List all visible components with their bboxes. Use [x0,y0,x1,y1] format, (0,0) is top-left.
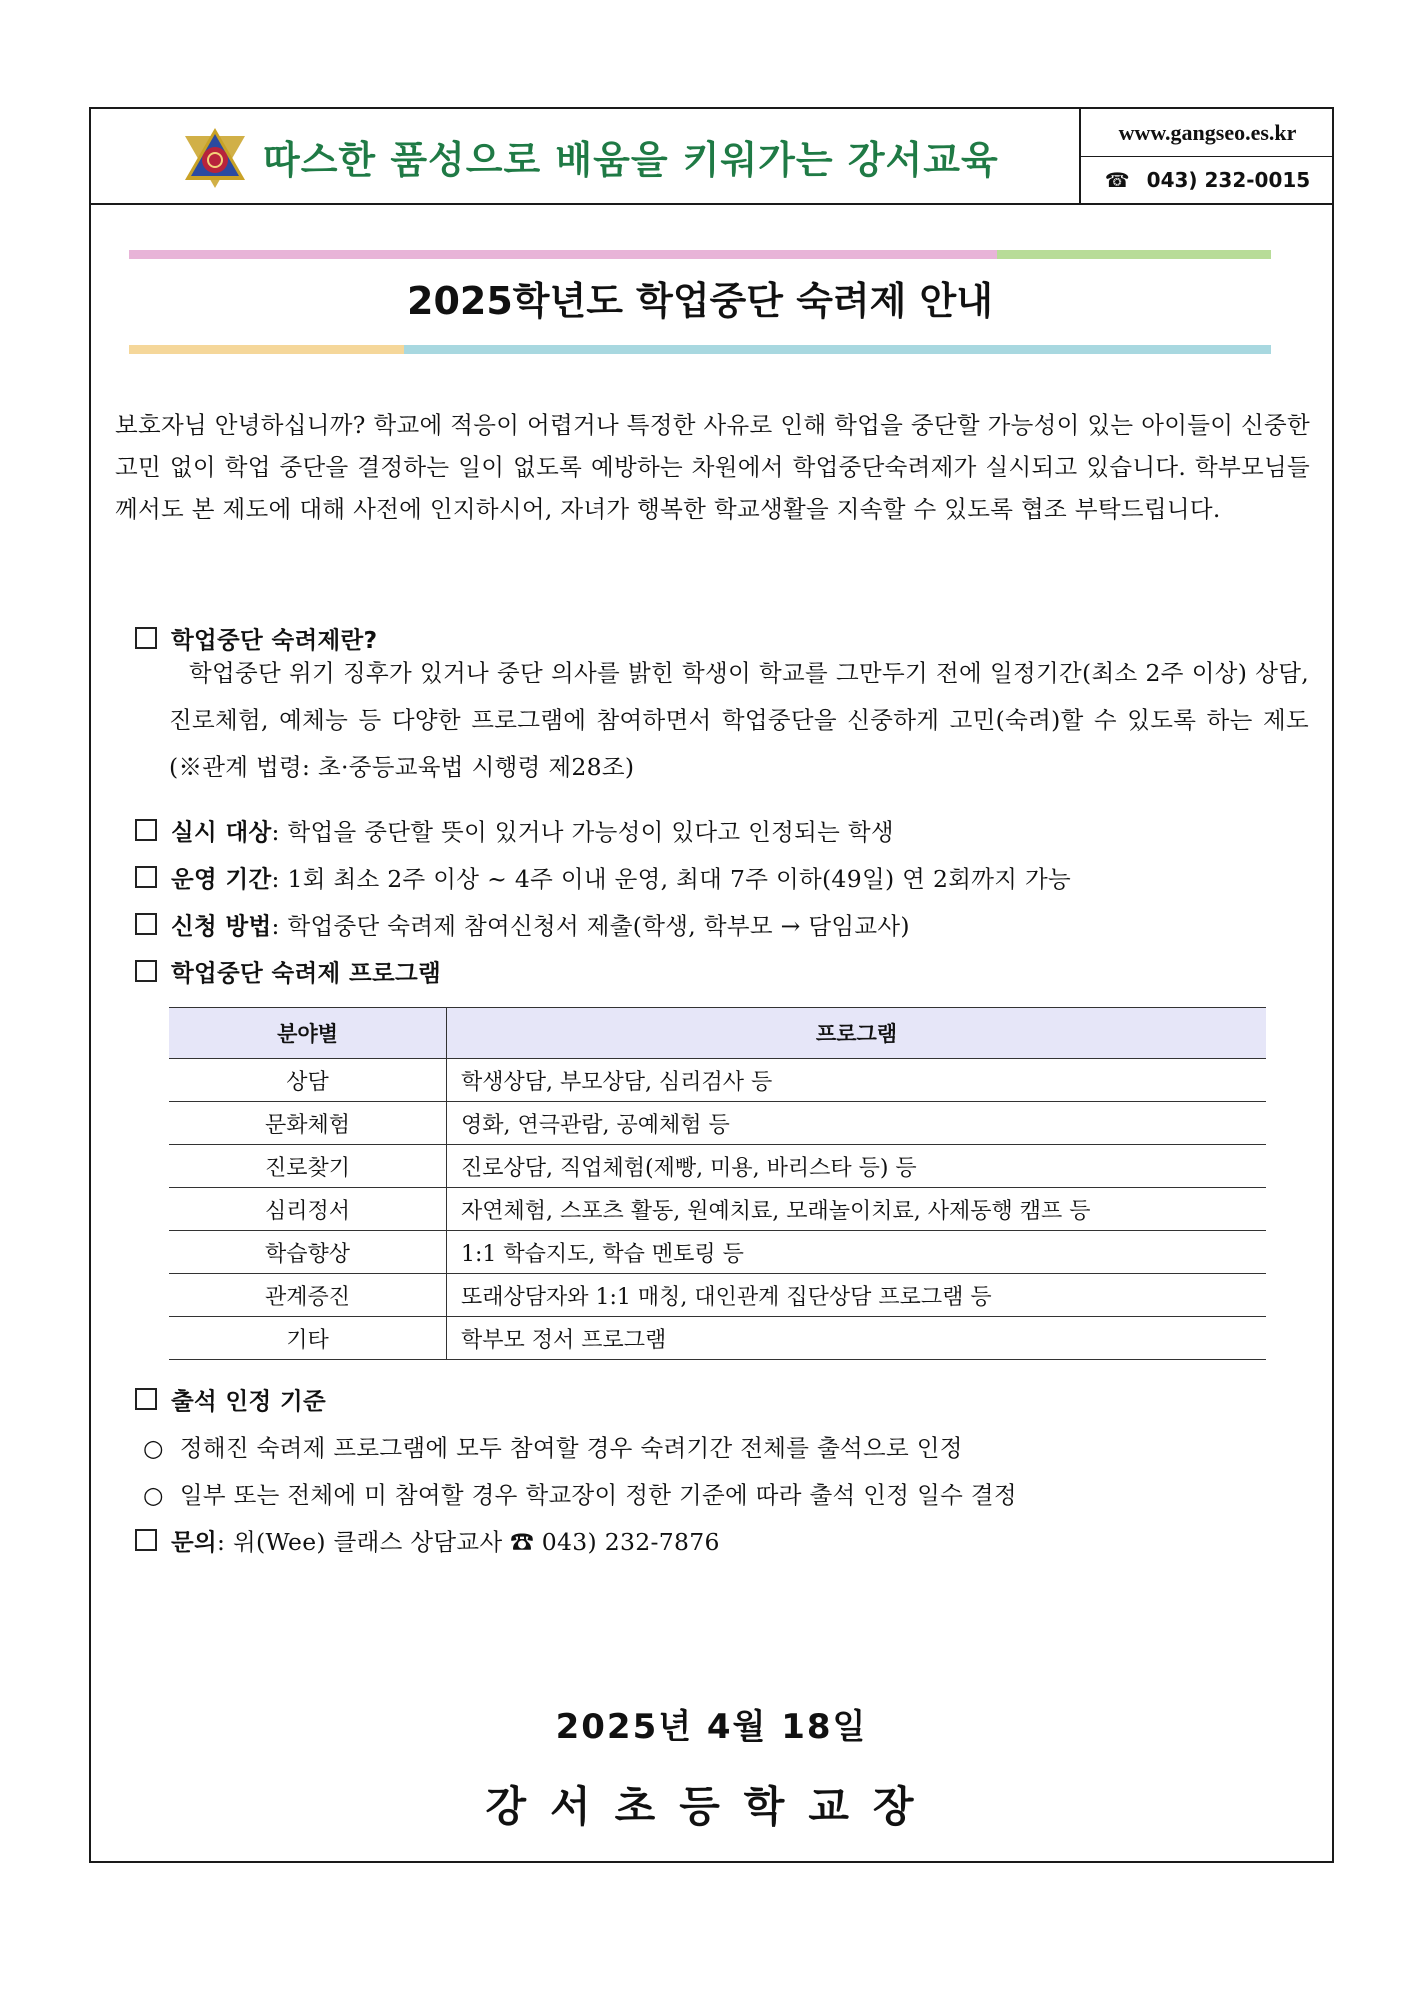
table-cell-program: 학부모 정서 프로그램 [447,1317,1267,1360]
table-cell-program: 진로상담, 직업체험(제빵, 미용, 바리스타 등) 등 [447,1145,1267,1188]
signer-name: 강서초등학교장 [485,1782,938,1831]
table-cell-category: 관계증진 [169,1274,447,1317]
section-label: 운영 기간 [171,865,272,893]
circle-bullet-icon: ○ [143,1481,164,1509]
website-url[interactable]: www.gangseo.es.kr [1081,109,1334,157]
document-frame [89,107,1334,1863]
title-banner [129,250,1271,354]
intro-paragraph: 보호자님 안녕하십니까? 학교에 적응이 어렵거나 특정한 사유로 인해 학업을 중단할 가능성이 있는 아이들이 신중한 고민 없이 학업 중단을 결정하는 일이 없도록 예방하는 차원에서 학업중단숙려제가 실시되고 있습니다. 학부모님들께서도 본 제도에 대해 사전에 인지하시어, 자녀가 행복한 학교생활을 지속할 수 있도록 협조 부탁드립니다. [115,411,1310,523]
phone-icon: ☎ [1104,168,1130,192]
section-attendance [135,1382,326,1416]
table-header-category: 분야별 [169,1008,447,1059]
table-cell-program: 1:1 학습지도, 학습 멘토링 등 [447,1231,1267,1274]
table-cell-category: 학습향상 [169,1231,447,1274]
slogan-text: 따스한 품성으로 배움을 키워가는 강서교육 [263,138,999,182]
phone-number: 043) 232-0015 [1146,168,1311,192]
checkbox-square-icon [135,1388,157,1410]
section-text: : 학업을 중단할 뜻이 있거나 가능성이 있다고 인정되는 학생 [271,818,894,846]
table-cell-program: 자연체험, 스포츠 활동, 원예치료, 모래놀이치료, 사제동행 캠프 등 [447,1188,1267,1231]
program-table [169,1007,1266,1360]
attendance-bullet [143,1476,1017,1510]
document-date: 2025년 4월 18일 [555,1707,868,1747]
table-row [169,1188,1266,1231]
table-cell-category: 심리정서 [169,1188,447,1231]
document-title: 2025학년도 학업중단 숙려제 안내 [407,279,993,323]
table-header-row [169,1008,1266,1059]
table-row [169,1102,1266,1145]
section-label: 신청 방법 [171,912,272,940]
title-bar-bottom-yellow [129,345,404,354]
checkbox-square-icon [135,627,157,649]
table-row [169,1317,1266,1360]
section-label: 문의 [171,1528,218,1556]
section-text: : 학업중단 숙려제 참여신청서 제출(학생, 학부모 → 담임교사) [271,912,910,940]
table-cell-category: 상담 [169,1059,447,1102]
title-bar-top-pink [129,250,997,259]
table-row [169,1145,1266,1188]
checkbox-square-icon [135,960,157,982]
table-cell-program: 학생상담, 부모상담, 심리검사 등 [447,1059,1267,1102]
checkbox-square-icon [135,1529,157,1551]
circle-bullet-icon: ○ [143,1434,164,1462]
table-header-program: 프로그램 [447,1008,1267,1059]
contact-box [1079,109,1334,203]
section-label: 실시 대상 [171,818,272,846]
table-cell-category: 진로찾기 [169,1145,447,1188]
table-cell-program: 영화, 연극관람, 공예체험 등 [447,1102,1267,1145]
section-what-body: 학업중단 위기 징후가 있거나 중단 의사를 밝힌 학생이 학교를 그만두기 전에 일정기간(최소 2주 이상) 상담, 진로체험, 예체능 등 다양한 프로그램에 참여하면서 학업중단을 신중하게 고민(숙려)할 수 있도록 하는 제도 (※관계 법령: 초·중등교육법 시행령 제28조) [169,659,1309,781]
phone-line [1081,157,1334,203]
section-period [135,860,1071,894]
section-heading: 출석 인정 기준 [171,1387,326,1415]
bullet-text: 정해진 숙려제 프로그램에 모두 참여할 경우 숙려기간 전체를 출석으로 인정 [179,1434,963,1462]
table-row [169,1059,1266,1102]
title-bar-top-green [997,250,1271,259]
table-cell-program: 또래상담자와 1:1 매칭, 대인관계 집단상담 프로그램 등 [447,1274,1267,1317]
bullet-text: 일부 또는 전체에 미 참여할 경우 학교장이 정한 기준에 따라 출석 인정 일수 결정 [179,1481,1017,1509]
letterhead [91,109,1332,205]
checkbox-square-icon [135,913,157,935]
table-row [169,1231,1266,1274]
section-heading: 학업중단 숙려제란? [171,626,378,654]
section-target [135,813,894,847]
table-cell-category: 기타 [169,1317,447,1360]
title-bar-bottom-blue [404,345,1271,354]
table-row [169,1274,1266,1317]
checkbox-square-icon [135,819,157,841]
section-text: : 위(Wee) 클래스 상담교사 ☎ 043) 232-7876 [217,1528,720,1556]
attendance-bullet [143,1429,963,1463]
school-emblem-icon [183,126,247,190]
section-heading: 학업중단 숙려제 프로그램 [171,959,441,987]
slogan-area [91,109,1079,203]
checkbox-square-icon [135,866,157,888]
section-text: : 1회 최소 2주 이상 ~ 4주 이내 운영, 최대 7주 이하(49일) 연 2회까지 가능 [271,865,1071,893]
table-cell-category: 문화체험 [169,1102,447,1145]
section-contact [135,1523,720,1557]
section-apply [135,907,910,941]
section-program [135,954,441,988]
